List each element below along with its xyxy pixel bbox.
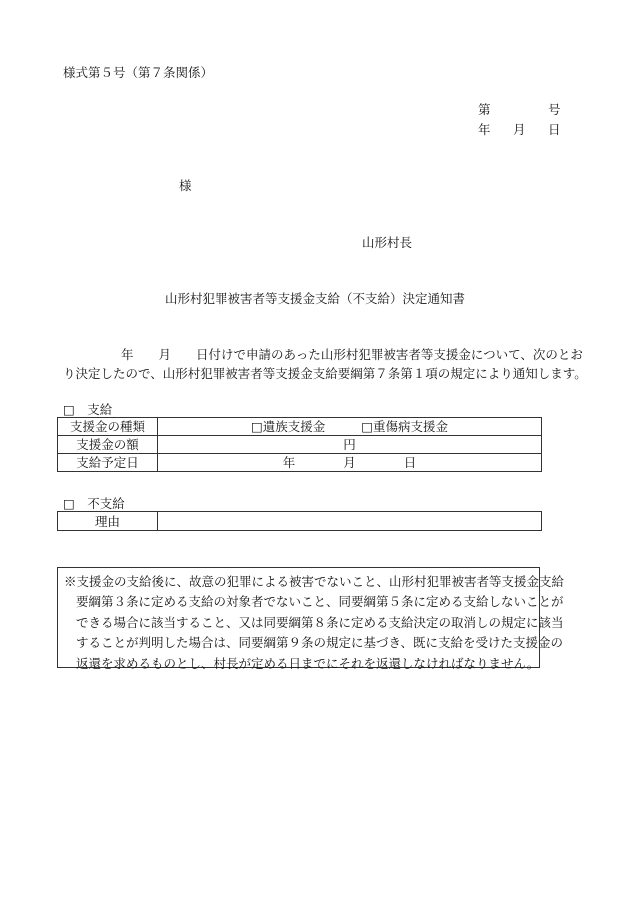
kind-option-bereaved: □遺族支援金 <box>250 419 326 434</box>
form-number: 様式第５号（第７条関係） <box>63 65 214 80</box>
nonpayment-section-label: □ 不支給 <box>63 496 125 511</box>
scheduled-date-value <box>158 454 542 472</box>
notice-line-1: ※支援金の支給後に、故意の犯罪による被害でないこと、山形村犯罪被害者等支援金支給 <box>64 574 565 589</box>
scheduled-date-month: 月 <box>343 455 356 470</box>
body-text-line-1: 年 月 日付けで申請のあった山形村犯罪被害者等支援金について、次のとお <box>121 347 583 362</box>
nonpayment-table <box>57 511 542 531</box>
notice-line-4: することが判明した場合は、同要綱第９条の規定に基づき、既に支給を受けた支援金の <box>76 635 564 651</box>
notice-line-2: 要綱第３条に定める支給の対象者でないこと、同要綱第５条に定める支給しないことが <box>76 594 564 610</box>
amount-value <box>158 436 542 454</box>
table-row <box>58 454 542 472</box>
payment-section-label: □ 支給 <box>63 402 113 417</box>
issue-date-day: 日 <box>548 122 561 137</box>
kind-options <box>158 418 542 436</box>
issue-date-year: 年 <box>478 122 491 137</box>
notice-line-5: 返還を求めるものとし、村長が定める日までにそれを返還しなければなりません。 <box>76 655 540 671</box>
scheduled-date-year: 年 <box>282 455 296 470</box>
kind-label: 支援金の種類 <box>58 418 158 436</box>
reason-label: 理由 <box>58 512 158 531</box>
recipient-honorific: 様 <box>179 178 192 193</box>
document-number-suffix: 号 <box>548 102 561 117</box>
table-row <box>58 418 542 436</box>
notice-line-3: できる場合に該当すること、又は同要綱第８条に定める支給決定の取消しの規定に該当 <box>76 614 564 630</box>
kind-option-serious-injury: □重傷病支援金 <box>361 419 449 434</box>
amount-label: 支援金の額 <box>58 436 158 454</box>
document-number-prefix: 第 <box>478 102 491 117</box>
table-row <box>58 436 542 454</box>
reason-value <box>158 512 542 531</box>
payment-table <box>57 417 542 472</box>
issue-date-month: 月 <box>513 122 526 137</box>
scheduled-date-day: 日 <box>403 455 417 470</box>
document-title: 山形村犯罪被害者等支援金支給（不支給）決定通知書 <box>164 291 465 306</box>
scheduled-date-label: 支給予定日 <box>58 454 158 472</box>
body-text-line-2: り決定したので、山形村犯罪被害者等支援金支給要綱第７条第１項の規定により通知します。 <box>63 366 587 381</box>
notice-box <box>57 567 565 671</box>
issuer-name: 山形村長 <box>362 235 413 250</box>
amount-unit: 円 <box>343 437 356 452</box>
table-row <box>58 512 542 531</box>
